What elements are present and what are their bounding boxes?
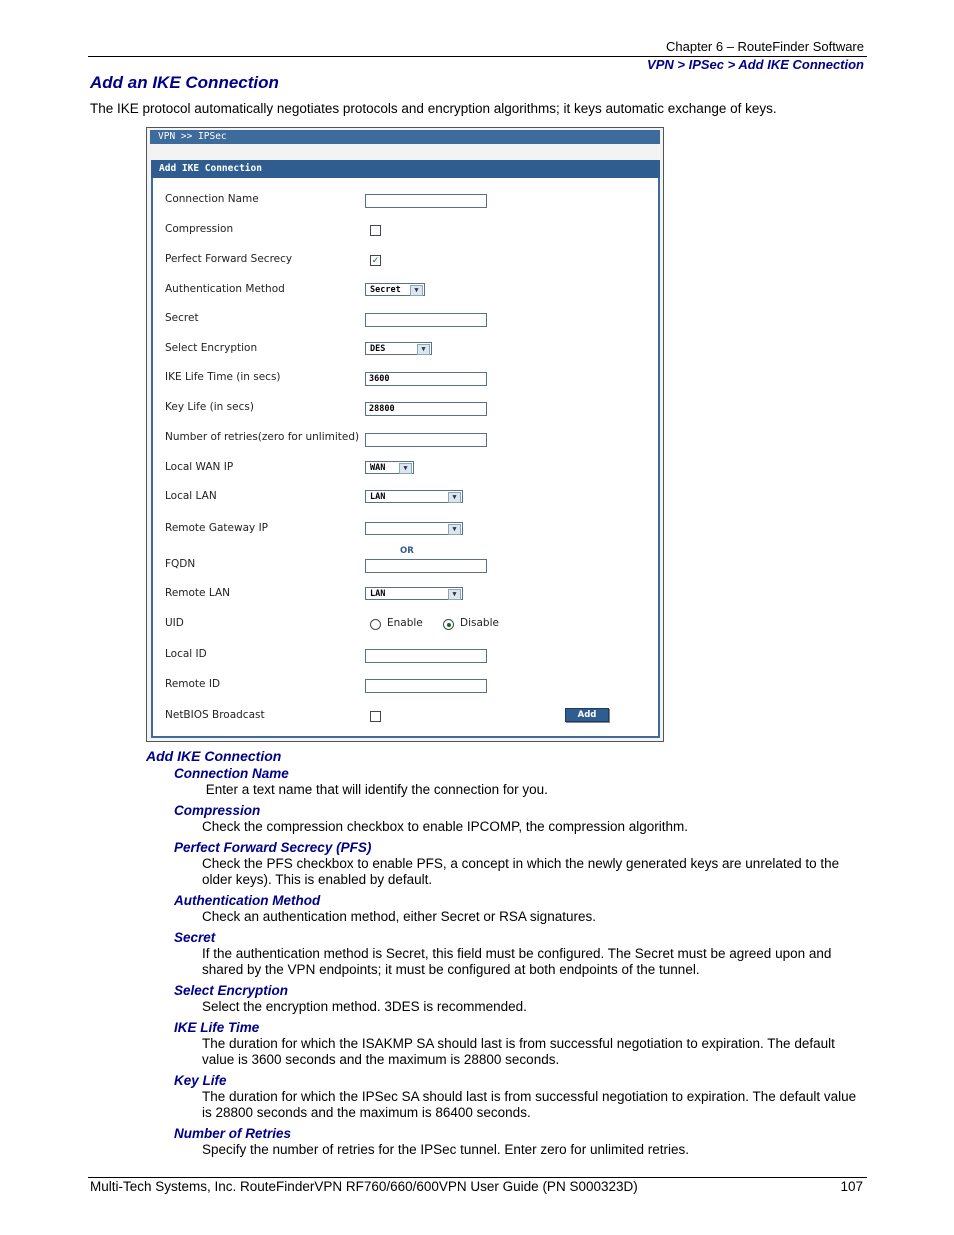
local-wan-ip-label: Local WAN IP <box>165 461 234 473</box>
chevron-down-icon: ▼ <box>448 492 461 503</box>
compression-checkbox[interactable] <box>370 225 381 236</box>
desc-key-life <box>174 1073 866 1121</box>
netbios-label: NetBIOS Broadcast <box>165 709 265 721</box>
desc-text: The duration for which the IPSec SA should last is from successful negotiation to expiration. The default value is 28800 seconds and the maximum is 86400 seconds. <box>202 1089 857 1120</box>
desc-term: Authentication Method <box>174 893 321 908</box>
remote-id-input[interactable] <box>365 679 487 693</box>
secret-input[interactable] <box>365 313 487 327</box>
uid-disable-radio[interactable] <box>443 619 454 630</box>
remote-gateway-label: Remote Gateway IP <box>165 522 269 534</box>
fqdn-label: FQDN <box>165 558 196 570</box>
section-title: Add an IKE Connection <box>90 73 279 92</box>
local-id-label: Local ID <box>165 648 207 660</box>
local-lan-select[interactable]: LAN ▼ <box>365 490 463 503</box>
desc-text: If the authentication method is Secret, this field must be configured. The Secret must be agreed upon and shared by the VPN endpoints; it must be configured at both endpoints of the tunnel. <box>202 946 832 977</box>
desc-term: Perfect Forward Secrecy (PFS) <box>174 840 372 855</box>
desc-term: Key Life <box>174 1073 227 1088</box>
desc-text: Check the PFS checkbox to enable PFS, a concept in which the newly generated keys are unrelated to the older keys). This is enabled by default. <box>202 856 840 887</box>
desc-text: Check the compression checkbox to enable IPCOMP, the compression algorithm. <box>202 819 688 834</box>
ike-life-input[interactable]: 3600 <box>365 372 487 386</box>
header-chapter: Chapter 6 – RouteFinder Software <box>666 39 864 54</box>
remote-id-label: Remote ID <box>165 678 221 690</box>
retries-input[interactable] <box>365 433 487 447</box>
select-encryption-label: Select Encryption <box>165 342 258 354</box>
uid-label: UID <box>165 617 184 629</box>
footer-rule <box>88 1177 867 1178</box>
encryption-select[interactable]: DES ▼ <box>365 342 432 355</box>
desc-term: Select Encryption <box>174 983 289 998</box>
desc-ike-life <box>174 1020 866 1068</box>
uid-disable-label: Disable <box>460 617 499 629</box>
retries-label: Number of retries(zero for unlimited) <box>165 431 360 443</box>
desc-select-encryption <box>174 983 866 1015</box>
add-button[interactable]: Add <box>565 708 609 722</box>
or-separator: OR <box>400 546 414 556</box>
netbios-checkbox[interactable] <box>370 711 381 722</box>
ike-life-label: IKE Life Time (in secs) <box>165 371 281 383</box>
desc-text: Select the encryption method. 3DES is recommended. <box>202 999 527 1014</box>
pfs-label: Perfect Forward Secrecy <box>165 253 293 265</box>
auth-method-label: Authentication Method <box>165 283 285 295</box>
key-life-label: Key Life (in secs) <box>165 401 254 413</box>
header-path: VPN > IPSec > Add IKE Connection <box>647 57 864 72</box>
figure-caption: Add IKE Connection <box>146 748 282 764</box>
connection-name-label: Connection Name <box>165 193 259 205</box>
secret-label: Secret <box>165 312 199 324</box>
panel-title: Add IKE Connection <box>151 160 660 178</box>
connection-name-input[interactable] <box>365 194 487 208</box>
desc-pfs <box>174 840 866 888</box>
screenshot-figure <box>146 127 664 742</box>
uid-enable-radio[interactable] <box>370 619 381 630</box>
remote-gateway-select[interactable] <box>365 522 463 535</box>
remote-lan-select[interactable]: LAN ▼ <box>365 587 463 600</box>
desc-secret <box>174 930 866 978</box>
local-id-input[interactable] <box>365 649 487 663</box>
auth-method-select[interactable]: Secret ▼ <box>365 283 425 296</box>
desc-term: Number of Retries <box>174 1126 292 1141</box>
chevron-down-icon: ▼ <box>399 463 412 474</box>
key-life-input[interactable]: 28800 <box>365 402 487 416</box>
desc-term: IKE Life Time <box>174 1020 260 1035</box>
desc-term: Secret <box>174 930 216 945</box>
chevron-down-icon: ▼ <box>448 524 461 535</box>
desc-compression <box>174 803 866 835</box>
fqdn-input[interactable] <box>365 559 487 573</box>
uid-enable-label: Enable <box>387 617 423 629</box>
local-lan-label: Local LAN <box>165 490 217 502</box>
radio-selected-dot <box>447 623 451 627</box>
desc-term: Connection Name <box>174 766 289 781</box>
local-wan-ip-select[interactable]: WAN ▼ <box>365 461 414 474</box>
check-icon: ✓ <box>371 255 380 265</box>
page-number: 107 <box>840 1179 863 1194</box>
desc-term: Compression <box>174 803 261 818</box>
desc-text: The duration for which the ISAKMP SA should last is from successful negotiation to expiration. The default value is 3600 seconds and the maximum is 28800 seconds. <box>202 1036 835 1067</box>
breadcrumb: VPN >> IPSec <box>150 130 660 144</box>
chevron-down-icon: ▼ <box>410 285 423 296</box>
desc-connection-name <box>174 766 866 798</box>
footer-text: Multi-Tech Systems, Inc. RouteFinderVPN RF760/660/600VPN User Guide (PN S000323D) <box>90 1179 638 1194</box>
ike-form-panel <box>151 160 660 738</box>
desc-text: Check an authentication method, either Secret or RSA signatures. <box>202 909 596 924</box>
intro-text: The IKE protocol automatically negotiates protocols and encryption algorithms; it keys automatic exchange of keys. <box>90 101 777 116</box>
chevron-down-icon: ▼ <box>417 344 430 355</box>
desc-retries <box>174 1126 866 1158</box>
remote-lan-label: Remote LAN <box>165 587 230 599</box>
desc-auth-method <box>174 893 866 925</box>
desc-text: Enter a text name that will identify the connection for you. <box>202 782 548 797</box>
chevron-down-icon: ▼ <box>448 589 461 600</box>
compression-label: Compression <box>165 223 234 235</box>
pfs-checkbox[interactable] <box>370 255 381 266</box>
desc-text: Specify the number of retries for the IPSec tunnel. Enter zero for unlimited retries. <box>202 1142 689 1157</box>
